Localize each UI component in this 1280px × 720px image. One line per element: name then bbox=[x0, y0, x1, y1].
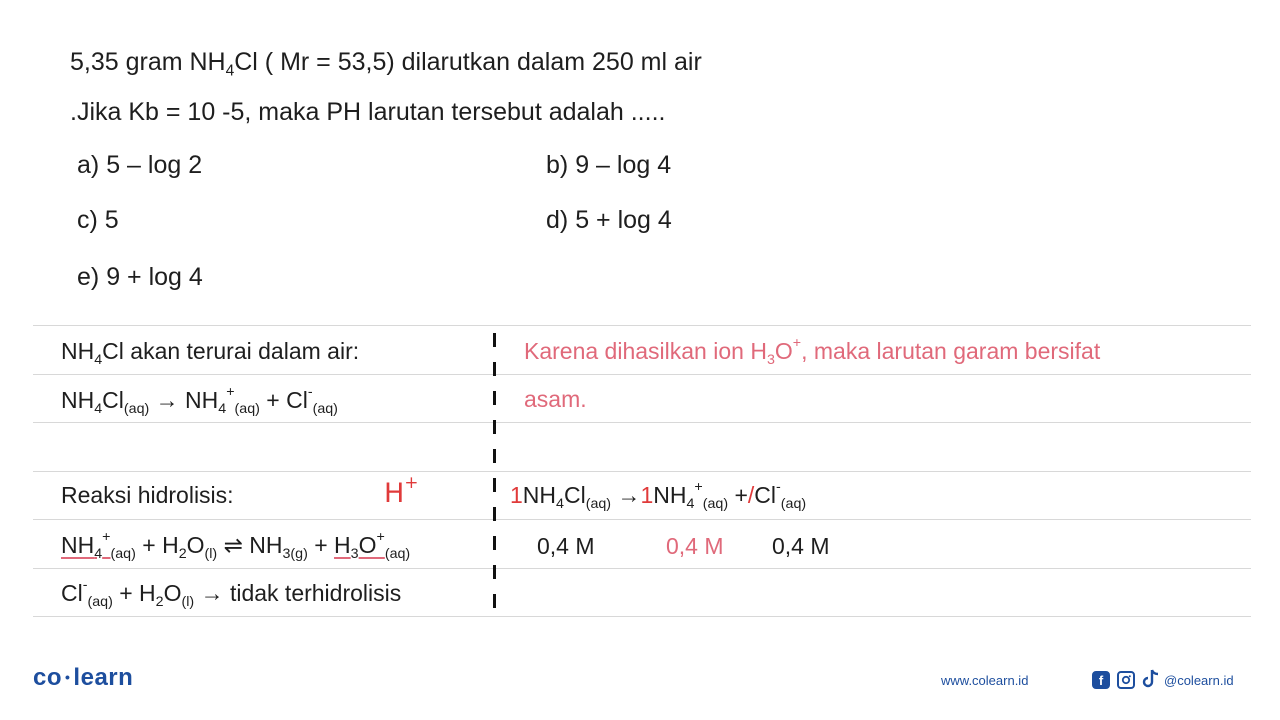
right-row-1 bbox=[524, 334, 1101, 368]
subscript: (l) bbox=[204, 545, 218, 562]
concentration-nh4cl: 0,4 M bbox=[537, 533, 595, 559]
tiktok-glyph bbox=[1142, 668, 1160, 690]
subscript: 4 bbox=[686, 495, 695, 512]
superscript: - bbox=[307, 383, 313, 400]
plus-sign: + bbox=[142, 532, 156, 558]
formula-text: NH bbox=[653, 482, 687, 508]
facebook-icon[interactable] bbox=[1092, 671, 1110, 689]
formula-text: NH bbox=[61, 387, 95, 413]
table-rule bbox=[33, 325, 1251, 326]
option-label: e) bbox=[77, 263, 100, 291]
explanation-text: , maka larutan garam bersifat bbox=[801, 338, 1101, 364]
option-text: 9 + log 4 bbox=[106, 263, 203, 291]
coefficient-mark: 1 bbox=[510, 482, 523, 508]
subscript: (aq) bbox=[312, 400, 338, 417]
superscript: + bbox=[404, 471, 419, 492]
formula-text: Cl bbox=[563, 482, 586, 508]
option-text: 9 – log 4 bbox=[575, 151, 672, 179]
column-divider bbox=[493, 507, 496, 521]
formula-text: NH bbox=[522, 482, 557, 508]
reaction-arrow: → bbox=[200, 580, 224, 606]
superscript: + bbox=[102, 528, 111, 545]
underlined-h3o bbox=[334, 528, 385, 562]
explanation-text: Karena dihasilkan ion H bbox=[524, 338, 767, 364]
formula-text: H bbox=[139, 580, 156, 606]
superscript: + bbox=[792, 334, 802, 351]
column-divider bbox=[493, 391, 496, 405]
column-divider bbox=[493, 565, 496, 579]
colearn-logo bbox=[33, 664, 133, 692]
option-label: b) bbox=[546, 151, 569, 179]
option-label: c) bbox=[77, 206, 98, 234]
formula-text: Cl bbox=[754, 482, 777, 508]
plus-sign: + bbox=[734, 482, 748, 508]
subscript: 4 bbox=[94, 351, 103, 368]
table-rule bbox=[33, 519, 1251, 520]
equilibrium-arrow: ⇌ bbox=[223, 532, 243, 558]
formula-text: NH bbox=[185, 387, 219, 413]
mark-text: H bbox=[384, 478, 405, 509]
subscript: (aq) bbox=[123, 400, 150, 417]
logo-text: co bbox=[33, 664, 63, 691]
instagram-glyph bbox=[1119, 673, 1133, 687]
question-text: 5,35 gram NH bbox=[70, 48, 226, 76]
table-rule bbox=[33, 616, 1251, 617]
column-divider bbox=[493, 478, 496, 492]
website-link[interactable]: www.colearn.id bbox=[941, 673, 1029, 688]
table-rule bbox=[33, 374, 1251, 375]
subscript: 3(g) bbox=[282, 545, 308, 562]
left-row-2-equation bbox=[61, 383, 338, 417]
formula-text: O bbox=[163, 580, 182, 606]
right-row-4-equation bbox=[510, 478, 807, 512]
table-rule bbox=[33, 568, 1251, 569]
formula-text: NH bbox=[61, 338, 95, 364]
column-divider bbox=[493, 449, 496, 463]
right-row-2: asam. bbox=[524, 386, 587, 412]
tiktok-icon[interactable] bbox=[1142, 668, 1160, 695]
logo-text: learn bbox=[73, 664, 134, 691]
option-label: d) bbox=[546, 206, 569, 234]
subscript: 3 bbox=[766, 351, 775, 368]
reaction-arrow: → bbox=[155, 387, 179, 413]
column-divider bbox=[493, 536, 496, 550]
subscript: 4 bbox=[556, 495, 564, 512]
left-row-1 bbox=[61, 338, 360, 368]
formula-text: Cl akan terurai dalam air: bbox=[102, 338, 360, 364]
instagram-icon[interactable] bbox=[1117, 671, 1135, 689]
table-rule bbox=[33, 471, 1251, 472]
option-c bbox=[77, 206, 119, 235]
option-d bbox=[546, 206, 672, 235]
plus-sign: + bbox=[119, 580, 133, 606]
formula-text: Cl bbox=[102, 387, 124, 413]
subscript: 2 bbox=[155, 593, 164, 610]
formula-text: Cl bbox=[286, 387, 308, 413]
formula-text: H bbox=[162, 532, 179, 558]
option-text: 5 + log 4 bbox=[575, 206, 672, 234]
superscript: - bbox=[776, 478, 781, 495]
superscript: + bbox=[694, 478, 703, 495]
column-divider bbox=[493, 362, 496, 376]
left-row-4: Reaksi hidrolisis: bbox=[61, 482, 234, 508]
formula-text: NH bbox=[61, 532, 95, 558]
logo-dot: • bbox=[65, 669, 71, 685]
superscript: + bbox=[226, 383, 235, 400]
subscript: 4 bbox=[218, 400, 227, 417]
subscript: (l) bbox=[181, 593, 195, 610]
coefficient-mark: 1 bbox=[640, 482, 654, 508]
concentration-nh4: 0,4 M bbox=[666, 533, 724, 559]
subscript: (aq) bbox=[780, 495, 807, 512]
column-divider bbox=[493, 333, 496, 347]
formula-text: O bbox=[186, 532, 205, 558]
subscript: 4 bbox=[94, 400, 103, 417]
option-text: 5 – log 2 bbox=[106, 151, 203, 179]
subscript: (aq) bbox=[585, 495, 612, 512]
subscript: (aq) bbox=[702, 495, 729, 512]
left-row-6 bbox=[61, 576, 402, 610]
question-line-1 bbox=[70, 48, 702, 80]
superscript: + bbox=[376, 528, 385, 545]
superscript: - bbox=[82, 576, 88, 593]
formula-text: Cl bbox=[61, 580, 83, 606]
plus-sign: + bbox=[314, 532, 328, 558]
facebook-glyph: f bbox=[1098, 673, 1104, 688]
subscript: 4 bbox=[225, 62, 235, 80]
subscript: (aq) bbox=[384, 545, 411, 562]
option-a bbox=[77, 151, 202, 180]
reaction-arrow: → bbox=[617, 482, 641, 508]
coefficient-mark: / bbox=[747, 482, 755, 508]
option-text: 5 bbox=[104, 206, 119, 234]
question-text: Cl ( Mr = 53,5) dilarutkan dalam 250 ml air bbox=[234, 48, 702, 76]
option-b bbox=[546, 151, 671, 180]
subscript: (aq) bbox=[110, 545, 136, 562]
subscript: 2 bbox=[178, 545, 187, 562]
explanation-text: O bbox=[774, 338, 793, 364]
plus-sign: + bbox=[266, 387, 280, 413]
formula-text: tidak terhidrolisis bbox=[229, 580, 402, 606]
concentration-cl: 0,4 M bbox=[772, 533, 830, 559]
column-divider bbox=[493, 594, 496, 608]
handwritten-h-plus-mark bbox=[384, 471, 419, 509]
subscript: 4 bbox=[94, 545, 103, 562]
underlined-nh4 bbox=[61, 528, 136, 562]
left-row-5-hydrolysis bbox=[61, 528, 411, 562]
option-e bbox=[77, 263, 203, 292]
column-divider bbox=[493, 420, 496, 434]
subscript: 3 bbox=[350, 545, 359, 562]
table-rule bbox=[33, 422, 1251, 423]
option-label: a) bbox=[77, 151, 100, 179]
subscript: (aq) bbox=[87, 593, 113, 610]
formula-text: NH bbox=[249, 532, 283, 558]
formula-text: O bbox=[358, 532, 377, 558]
question-line-2: .Jika Kb = 10 -5, maka PH larutan tersebut adalah ..... bbox=[70, 98, 666, 126]
social-handle[interactable]: @colearn.id bbox=[1164, 673, 1234, 688]
subscript: (aq) bbox=[234, 400, 260, 417]
formula-text: H bbox=[334, 532, 351, 558]
